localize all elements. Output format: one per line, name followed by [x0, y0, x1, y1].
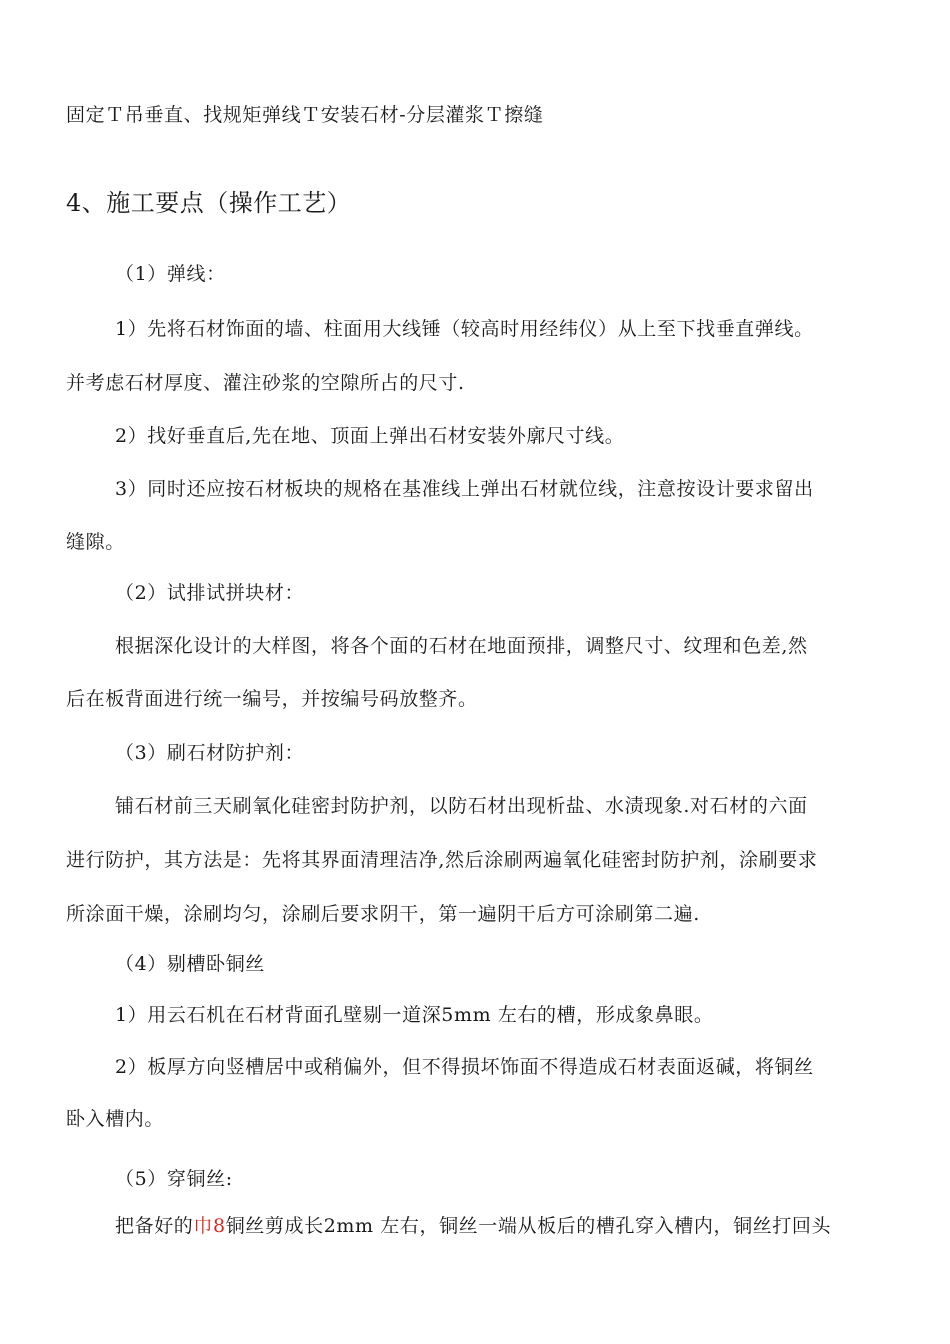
paragraph-line	[115, 1214, 831, 1238]
highlighted-text: 巾8	[193, 1215, 226, 1237]
paragraph-line: 2）找好垂直后,先在地、顶面上弹出石材安装外廓尺寸线。	[115, 425, 625, 447]
paragraph-line: 3）同时还应按石材板块的规格在基准线上弹出石材就位线，注意按设计要求留出	[115, 478, 814, 500]
paragraph-line: 铺石材前三天刷氧化硅密封防护剂，以防石材出现析盐、水渍现象.对石材的六面	[115, 795, 808, 817]
paragraph-line: 根据深化设计的大样图，将各个面的石材在地面预排，调整尺寸、纹理和色差,然	[115, 635, 808, 657]
paragraph-line: 2）板厚方向竖槽居中或稍偏外，但不得损坏饰面不得造成石材表面返碱，将铜丝	[115, 1056, 814, 1078]
text-run: 铜丝剪成长2mm 左右，铜丝一端从板后的槽孔穿入槽内，铜丝打回头	[225, 1215, 832, 1237]
paragraph-line: 1）先将石材饰面的墙、柱面用大线锤（较高时用经纬仪）从上至下找垂直弹线。	[115, 318, 814, 340]
subsection-title-2: （2）试排试拼块材：	[115, 582, 305, 604]
paragraph-line: 1）用云石机在石材背面孔壁剔一道深5mm 左右的槽，形成象鼻眼。	[115, 1004, 714, 1026]
paragraph-line: 进行防护，其方法是：先将其界面清理洁净,然后涂刷两遍氧化硅密封防护剂，涂刷要求	[66, 849, 818, 871]
paragraph-line: 缝隙。	[66, 531, 125, 553]
paragraph-line: 后在板背面进行统一编号，并按编号码放整齐。	[66, 688, 478, 710]
subsection-title-1: （1）弹线：	[115, 263, 226, 285]
subsection-title-3: （3）刷石材防护剂：	[115, 742, 305, 764]
subsection-title-5: （5）穿铜丝:	[115, 1168, 233, 1190]
paragraph-line: 并考虑石材厚度、灌注砂浆的空隙所占的尺寸.	[66, 372, 465, 394]
process-flow-line: 固定Ｔ吊垂直、找规矩弹线Ｔ安装石材-分层灌浆Ｔ擦缝	[66, 104, 544, 126]
text-run: 把备好的	[115, 1215, 194, 1237]
subsection-title-4: （4）剔槽卧铜丝	[115, 953, 265, 975]
paragraph-line: 所涂面干燥，涂刷均匀，涂刷后要求阴干，第一遍阴干后方可涂刷第二遍.	[66, 903, 700, 925]
paragraph-line: 卧入槽内。	[66, 1108, 165, 1130]
section-heading: 4、施工要点（操作工艺）	[66, 189, 352, 217]
